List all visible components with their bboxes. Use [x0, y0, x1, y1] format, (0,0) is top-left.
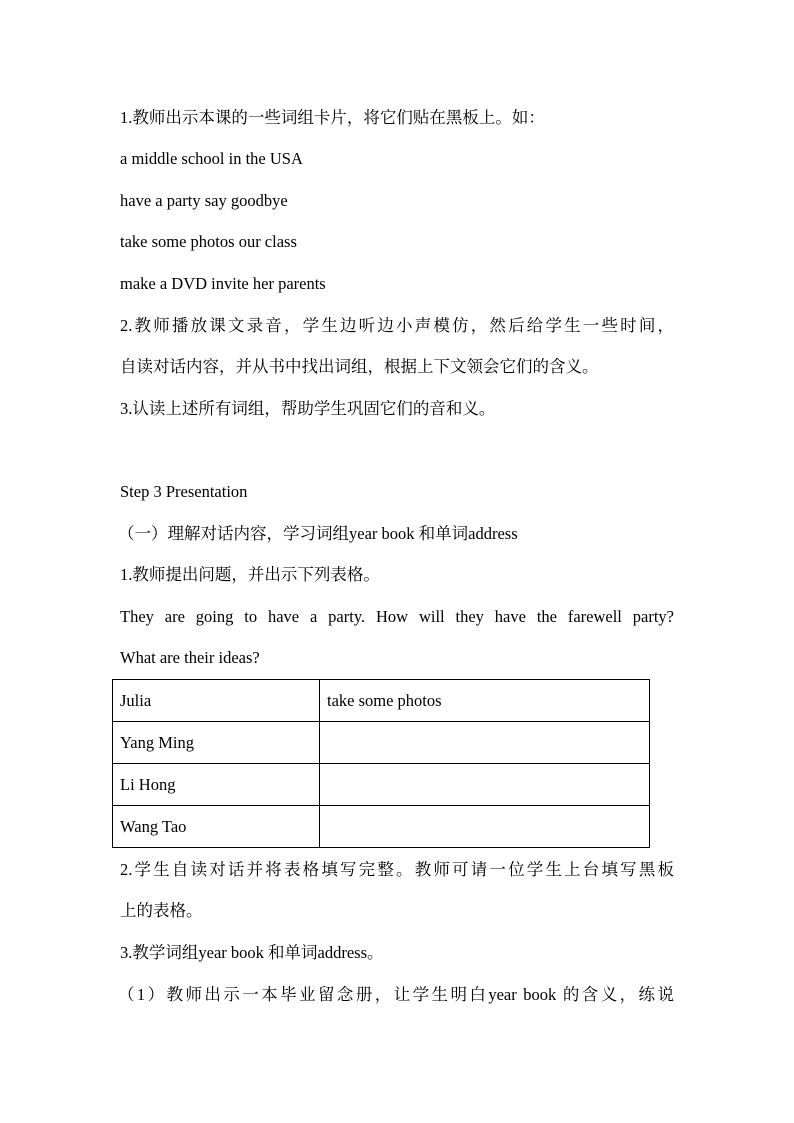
question-line-2: What are their ideas?	[120, 648, 260, 667]
presentation-subitem-1: （1）教师出示一本毕业留念册，让学生明白year book 的含义，练说	[118, 985, 674, 1004]
table-row	[113, 680, 650, 722]
phrase-line-1: a middle school in the USA	[120, 149, 303, 168]
paragraph-step-3: 3.认读上述所有词组，帮助学生巩固它们的音和义。	[120, 399, 496, 418]
section-heading: Step 3 Presentation	[120, 482, 248, 501]
presentation-item-3: 3.教学词组year book 和单词address。	[120, 943, 384, 962]
paragraph-step-1: 1.教师出示本课的一些词组卡片，将它们贴在黑板上。如：	[120, 108, 545, 127]
paragraph-step-2-line-2: 自读对话内容，并从书中找出词组，根据上下文领会它们的含义。	[120, 357, 599, 376]
table-cell-idea	[320, 722, 650, 764]
paragraph-step-2-line-1: 2.教师播放课文录音，学生边听边小声模仿，然后给学生一些时间，	[120, 316, 674, 335]
question-line-1: They are going to have a party. How will they have the farewell party?	[120, 607, 674, 626]
table-cell-idea	[320, 806, 650, 848]
table-cell-name: Yang Ming	[113, 722, 320, 764]
phrase-line-2: have a party say goodbye	[120, 191, 288, 210]
section-subheading: （一）理解对话内容，学习词组year book 和单词address	[118, 524, 518, 543]
phrase-line-4: make a DVD invite her parents	[120, 274, 326, 293]
table-cell-name: Julia	[113, 680, 320, 722]
presentation-item-2-line-2: 上的表格。	[120, 901, 203, 920]
presentation-item-1: 1.教师提出问题，并出示下列表格。	[120, 565, 380, 584]
table-cell-name: Wang Tao	[113, 806, 320, 848]
table-cell-name: Li Hong	[113, 764, 320, 806]
presentation-item-2-line-1: 2.学生自读对话并将表格填写完整。教师可请一位学生上台填写黑板	[120, 860, 674, 879]
table-row	[113, 764, 650, 806]
phrase-line-3: take some photos our class	[120, 232, 297, 251]
table-cell-idea: take some photos	[320, 680, 650, 722]
table-row	[113, 806, 650, 848]
table-row	[113, 722, 650, 764]
table-cell-idea	[320, 764, 650, 806]
ideas-table	[112, 679, 650, 848]
